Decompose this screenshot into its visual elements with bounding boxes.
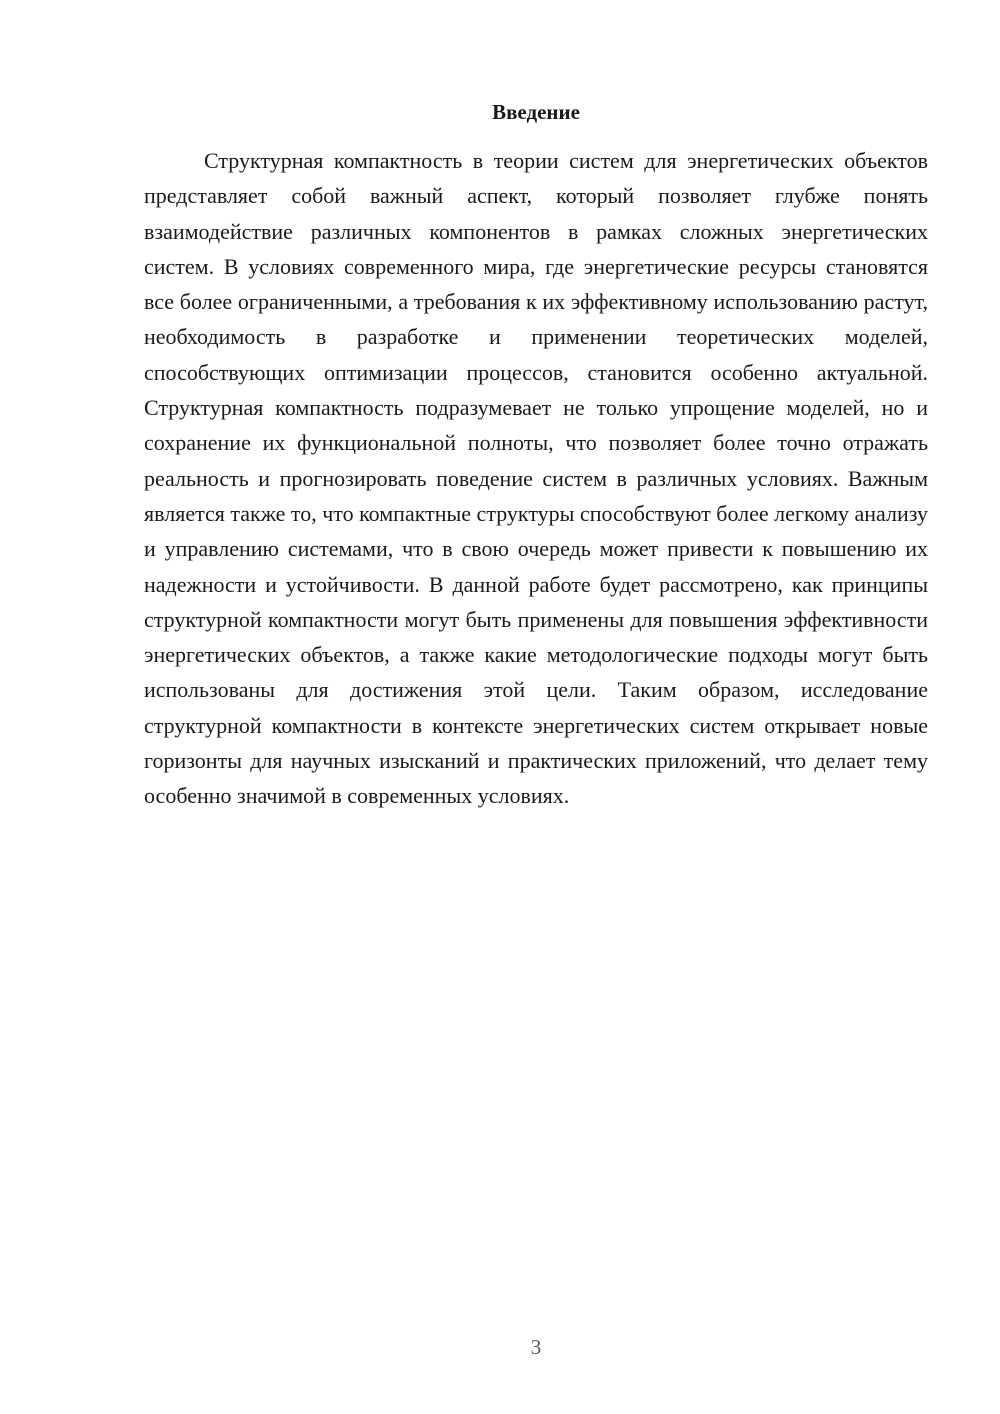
body-paragraph: Структурная компактность в теории систем для энергетических объектов представляет собой важный аспект, который позволяет глубже понять взаимодействие различных компонентов в рамках сложных энергетических систем. В условиях современного мира, где энергетические ресурсы становятся все более ограниченными, а требования к их эффективному использованию растут, необходимость в разработке и применении теоретических моделей, способствующих оптимизации процессов, становится особенно актуальной. Структурная компактность подразумевает не только упрощение моделей, но и сохранение их функциональной полноты, что позволяет более точно отражать реальность и прогнозировать поведение систем в различных условиях. Важным является также то, что компактные структуры способствуют более легкому анализу и управлению системами, что в свою очередь может привести к повышению их надежности и устойчивости. В данной работе будет рассмотрено, как принципы структурной компактности могут быть применены для повышения эффективности энергетических объектов, а также какие методологические подходы могут быть использованы для достижения этой цели. Таким образом, исследование структурной компактности в контексте энергетических систем открывает новые горизонты для научных изысканий и практических приложений, что делает тему особенно значимой в современных условиях.	[144, 148, 928, 809]
section-heading: Введение	[492, 100, 580, 124]
page-number: 3	[530, 1335, 542, 1359]
